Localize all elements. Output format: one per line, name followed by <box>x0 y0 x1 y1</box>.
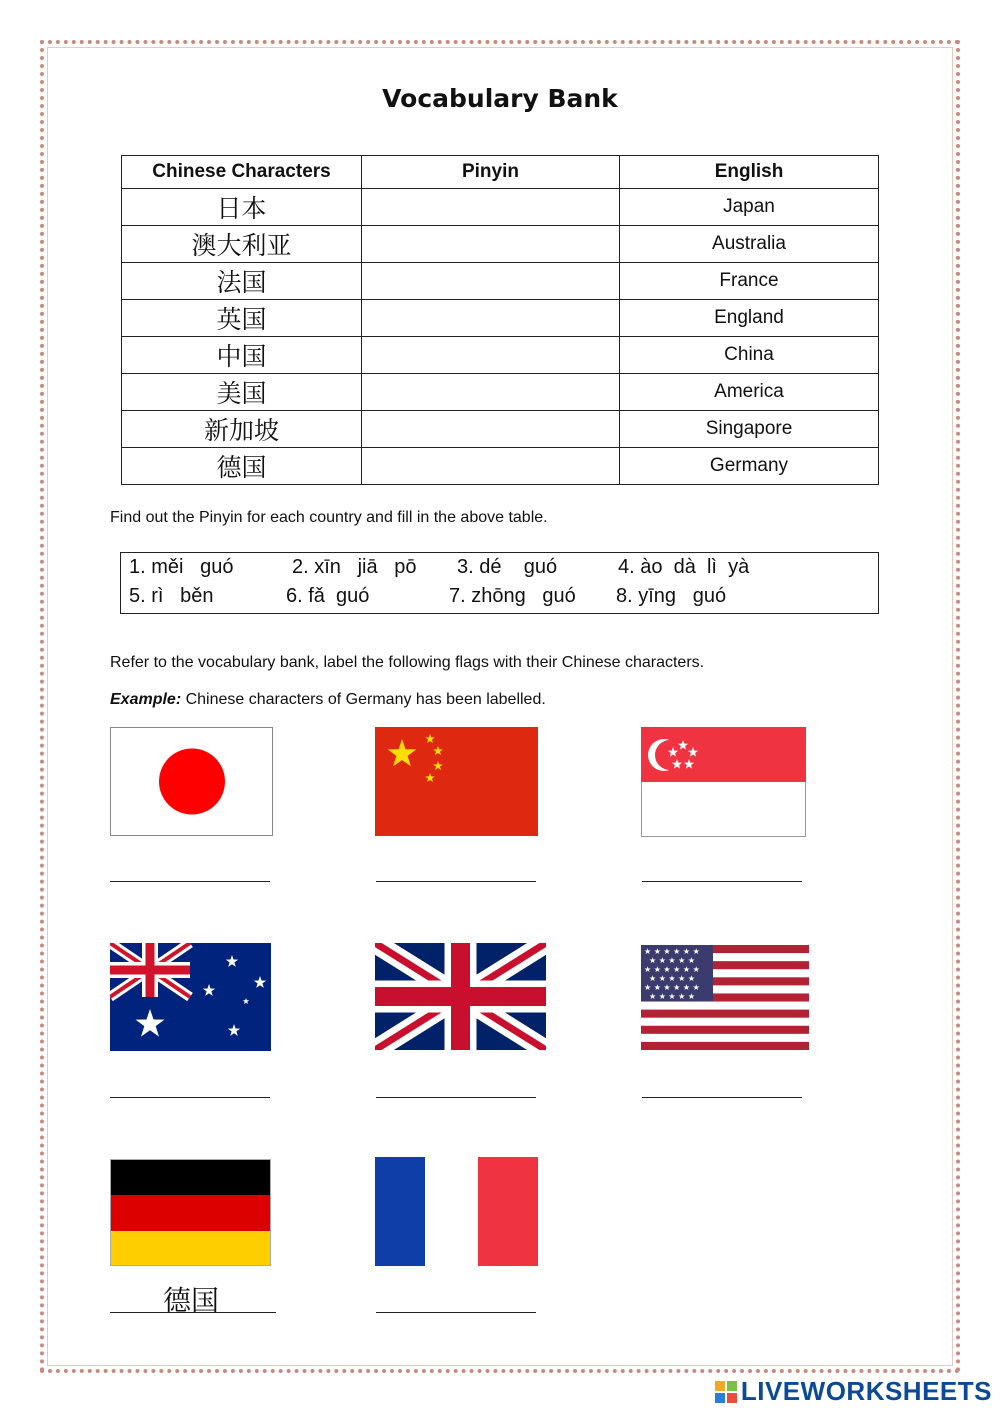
svg-text:★ ★ ★ ★ ★: ★ ★ ★ ★ ★ <box>649 992 696 1001</box>
table-row <box>122 374 879 411</box>
cell-pinyin-input[interactable] <box>362 189 620 226</box>
cell-english: Japan <box>620 189 879 226</box>
cell-chinese: 日本 <box>122 189 362 226</box>
label-blank-america[interactable] <box>642 1096 802 1098</box>
label-blank-england[interactable] <box>376 1096 536 1098</box>
table-row <box>122 411 879 448</box>
cell-chinese: 中国 <box>122 337 362 374</box>
header-pinyin: Pinyin <box>362 156 620 189</box>
cell-chinese: 美国 <box>122 374 362 411</box>
label-blank-france[interactable] <box>376 1311 536 1313</box>
svg-text:★ ★ ★ ★ ★ ★: ★ ★ ★ ★ ★ ★ <box>644 965 700 974</box>
example-text: Chinese characters of Germany has been labelled. <box>181 691 546 708</box>
label-blank-australia[interactable] <box>110 1096 270 1098</box>
japan-flag <box>110 727 273 836</box>
pinyin-option: 3. dé guó <box>457 556 558 578</box>
page-title: Vocabulary Bank <box>382 84 618 113</box>
table-row <box>122 337 879 374</box>
pinyin-option: 1. měi guó <box>129 556 234 578</box>
australia-flag <box>110 943 271 1051</box>
table-row <box>122 300 879 337</box>
logo-mark-icon <box>715 1381 737 1403</box>
svg-text:★ ★ ★ ★ ★: ★ ★ ★ ★ ★ <box>649 956 696 965</box>
cell-chinese: 英国 <box>122 300 362 337</box>
example-prefix: Example: <box>110 691 182 708</box>
pinyin-option: 6. fǎ guó <box>286 585 370 607</box>
table-row <box>122 189 879 226</box>
cell-english: England <box>620 300 879 337</box>
pinyin-options-box <box>120 552 879 614</box>
pinyin-option: 2. xīn jiā pō <box>292 556 417 578</box>
cell-pinyin-input[interactable] <box>362 448 620 485</box>
cell-pinyin-input[interactable] <box>362 411 620 448</box>
label-blank-japan[interactable] <box>110 880 270 882</box>
liveworksheets-logo <box>715 1376 992 1407</box>
table-row <box>122 226 879 263</box>
china-flag <box>375 727 538 836</box>
table-row <box>122 448 879 485</box>
usa-flag <box>641 945 809 1050</box>
table-row <box>122 263 879 300</box>
cell-pinyin-input[interactable] <box>362 263 620 300</box>
cell-chinese: 新加坡 <box>122 411 362 448</box>
cell-pinyin-input[interactable] <box>362 226 620 263</box>
cell-english: America <box>620 374 879 411</box>
cell-pinyin-input[interactable] <box>362 337 620 374</box>
table-header-row <box>122 156 879 189</box>
cell-chinese: 德国 <box>122 448 362 485</box>
example-line <box>110 691 546 709</box>
cell-english: China <box>620 337 879 374</box>
pinyin-option: 5. rì běn <box>129 585 214 607</box>
svg-text:★ ★ ★ ★ ★ ★: ★ ★ ★ ★ ★ ★ <box>644 983 700 992</box>
example-label-germany: 德国 <box>163 1284 220 1317</box>
header-english: English <box>620 156 879 189</box>
singapore-flag <box>641 727 806 837</box>
cell-english: Singapore <box>620 411 879 448</box>
uk-flag <box>375 943 546 1050</box>
cell-english: France <box>620 263 879 300</box>
cell-english: Australia <box>620 226 879 263</box>
pinyin-instruction: Find out the Pinyin for each country and fill in the above table. <box>110 509 548 526</box>
svg-text:★ ★ ★ ★ ★ ★: ★ ★ ★ ★ ★ ★ <box>644 947 700 956</box>
header-chinese: Chinese Characters <box>122 156 362 189</box>
cell-chinese: 澳大利亚 <box>122 226 362 263</box>
cell-pinyin-input[interactable] <box>362 300 620 337</box>
logo-text: LIVEWORKSHEETS <box>740 1376 992 1406</box>
flags-instruction: Refer to the vocabulary bank, label the following flags with their Chinese characters. <box>110 654 705 671</box>
germany-flag <box>110 1159 271 1266</box>
pinyin-option: 7. zhōng guó <box>449 585 576 607</box>
france-flag <box>375 1157 538 1266</box>
cell-pinyin-input[interactable] <box>362 374 620 411</box>
vocabulary-table <box>121 155 879 485</box>
pinyin-option: 8. yīng guó <box>616 585 727 607</box>
svg-text:★ ★ ★ ★ ★: ★ ★ ★ ★ ★ <box>649 974 696 983</box>
cell-english: Germany <box>620 448 879 485</box>
pinyin-option: 4. ào dà lì yà <box>618 556 750 578</box>
label-blank-singapore[interactable] <box>642 880 802 882</box>
cell-chinese: 法国 <box>122 263 362 300</box>
label-blank-china[interactable] <box>376 880 536 882</box>
